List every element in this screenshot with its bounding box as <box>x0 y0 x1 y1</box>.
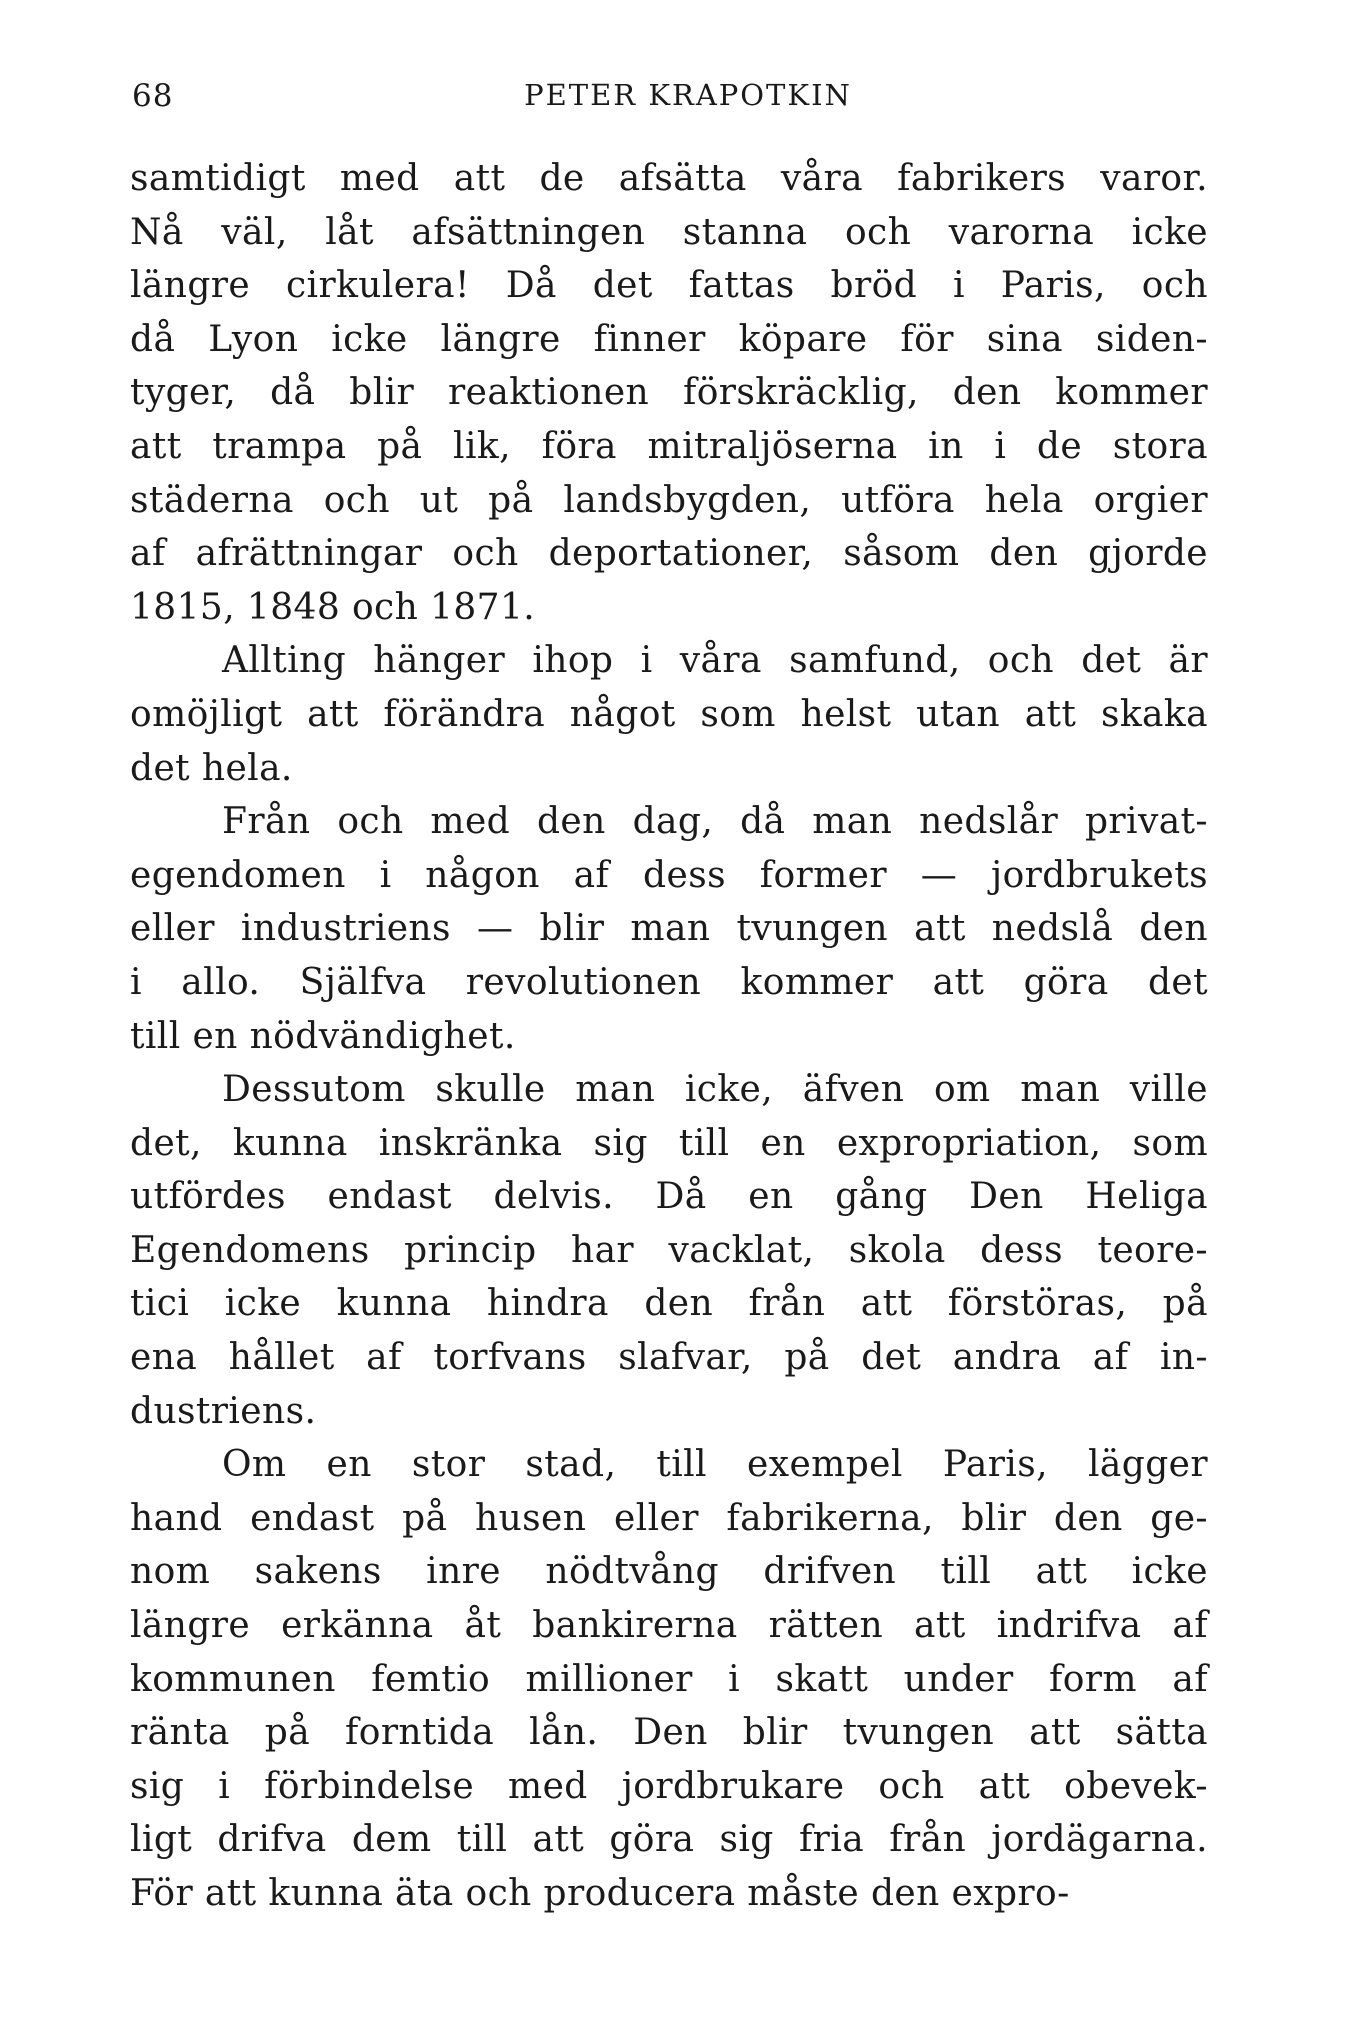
page-header <box>132 78 1204 122</box>
text-line: ena hållet af torfvans slafvar, på det andra af in- <box>130 1337 1208 1379</box>
text-line: sig i förbindelse med jordbrukare och att obevek- <box>130 1765 1208 1807</box>
text-line: det hela. <box>130 747 293 789</box>
text-line: tyger, då blir reaktionen förskräcklig, den kommer <box>130 372 1208 414</box>
body-text <box>130 152 1208 1921</box>
text-line: Dessutom skulle man icke, äfven om man ville <box>222 1069 1208 1111</box>
text-line: Om en stor stad, till exempel Paris, lägger <box>222 1444 1208 1486</box>
text-line: längre cirkulera! Då det fattas bröd i Paris, och <box>130 265 1208 307</box>
text-line: kommunen femtio millioner i skatt under form af <box>130 1658 1208 1700</box>
text-line: Från och med den dag, då man nedslår privat- <box>222 801 1208 843</box>
text-line: Nå väl, låt afsättningen stanna och varorna icke <box>130 211 1208 253</box>
text-line: i allo. Själfva revolutionen kommer att göra det <box>130 961 1208 1003</box>
text-line: samtidigt med att de afsätta våra fabrikers varor. <box>130 158 1208 199</box>
text-line: Egendomens princip har vacklat, skola dess teore- <box>130 1229 1208 1271</box>
text-line: att trampa på lik, föra mitraljöserna in i de stora <box>130 425 1208 467</box>
text-line: till en nödvändighet. <box>130 1015 516 1057</box>
paragraph <box>130 1438 1208 1920</box>
page-number: 68 <box>132 78 174 114</box>
text-line: hand endast på husen eller fabrikerna, blir den ge- <box>130 1497 1208 1539</box>
paragraph <box>130 1063 1208 1438</box>
text-line: 1815, 1848 och 1871. <box>130 586 536 628</box>
text-line: Allting hänger ihop i våra samfund, och det är <box>222 640 1208 682</box>
paragraph <box>130 152 1208 634</box>
text-line: af afrättningar och deportationer, såsom den gjorde <box>130 533 1208 575</box>
text-line: eller industriens — blir man tvungen att nedslå den <box>130 908 1208 950</box>
text-line: egendomen i någon af dess former — jordbrukets <box>130 854 1208 896</box>
paragraph <box>130 634 1208 795</box>
text-line: längre erkänna åt bankirerna rätten att indrifva af <box>130 1605 1208 1647</box>
text-line: dustriens. <box>130 1390 317 1432</box>
text-line: nom sakens inre nödtvång drifven till att icke <box>130 1551 1208 1593</box>
text-line: ränta på forntida lån. Den blir tvungen att sätta <box>130 1712 1208 1754</box>
text-line: ligt drifva dem till att göra sig fria från jordägarna. <box>130 1819 1208 1861</box>
text-line: För att kunna äta och producera måste den expro- <box>130 1873 1070 1914</box>
text-line: tici icke kunna hindra den från att förstöras, på <box>130 1283 1208 1325</box>
text-line: då Lyon icke längre finner köpare för sina siden- <box>130 318 1208 360</box>
text-line: omöjligt att förändra något som helst utan att skaka <box>130 693 1208 735</box>
text-line: utfördes endast delvis. Då en gång Den Heliga <box>130 1176 1208 1218</box>
running-title: PETER KRAPOTKIN <box>524 78 852 112</box>
paragraph <box>130 795 1208 1063</box>
text-line: det, kunna inskränka sig till en expropriation, som <box>130 1122 1208 1164</box>
text-line: städerna och ut på landsbygden, utföra hela orgier <box>130 479 1208 521</box>
